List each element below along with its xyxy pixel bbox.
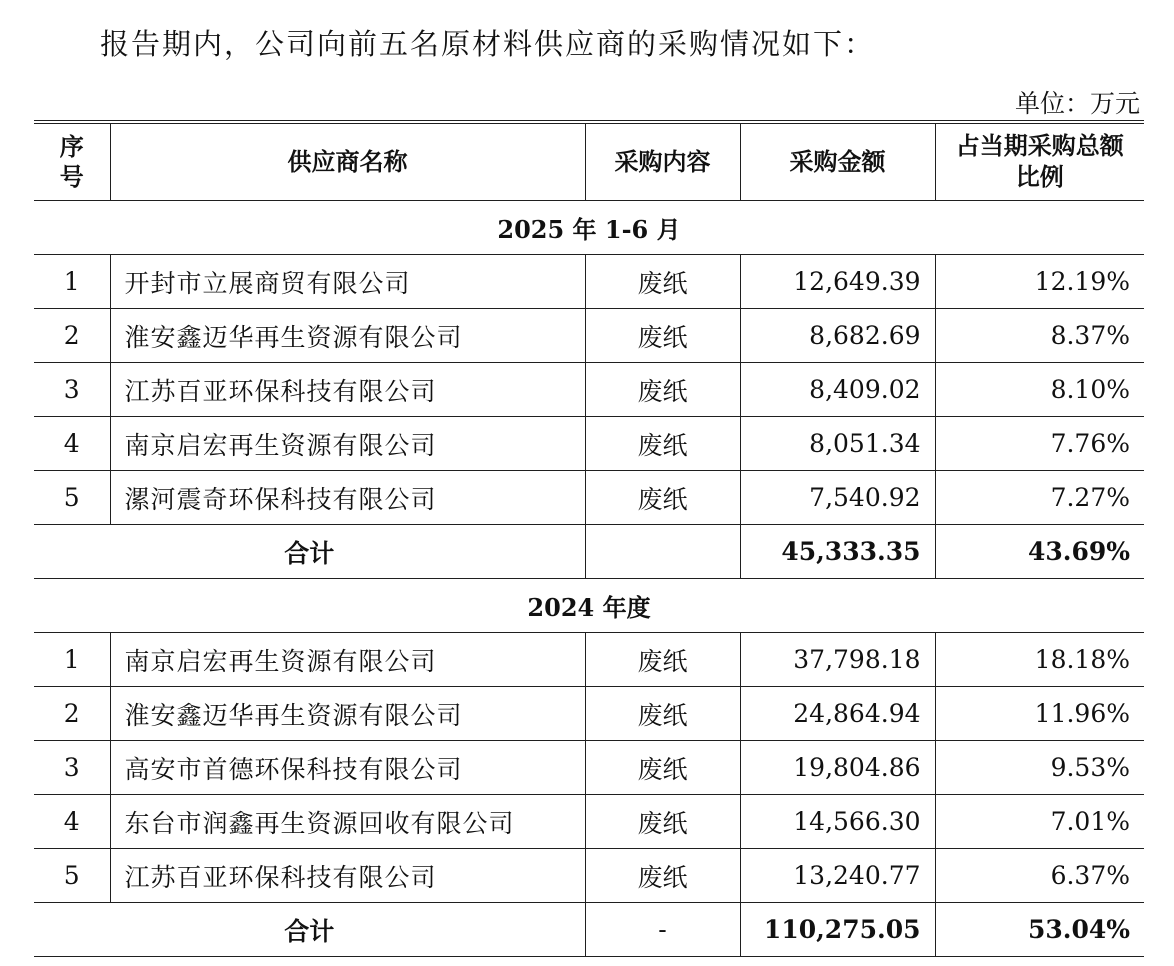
header-amount: 采购金额 <box>740 122 935 201</box>
cell-seq: 1 <box>34 255 110 309</box>
supplier-table <box>34 120 1144 957</box>
cell-amount: 24,864.94 <box>740 687 935 741</box>
cell-amount: 19,804.86 <box>740 741 935 795</box>
total-row <box>34 525 1144 579</box>
cell-amount: 14,566.30 <box>740 795 935 849</box>
cell-pct: 7.01% <box>935 795 1144 849</box>
cell-seq: 3 <box>34 363 110 417</box>
cell-name: 南京启宏再生资源有限公司 <box>110 633 585 687</box>
cell-name: 高安市首德环保科技有限公司 <box>110 741 585 795</box>
cell-amount: 8,682.69 <box>740 309 935 363</box>
cell-content: 废纸 <box>585 633 740 687</box>
cell-seq: 2 <box>34 309 110 363</box>
table-header-row <box>34 122 1144 201</box>
cell-pct: 7.76% <box>935 417 1144 471</box>
cell-name: 江苏百亚环保科技有限公司 <box>110 363 585 417</box>
total-row <box>34 903 1144 957</box>
cell-content: 废纸 <box>585 687 740 741</box>
cell-pct: 12.19% <box>935 255 1144 309</box>
cell-seq: 4 <box>34 795 110 849</box>
cell-name: 淮安鑫迈华再生资源有限公司 <box>110 687 585 741</box>
header-seq <box>34 122 110 201</box>
cell-name: 开封市立展商贸有限公司 <box>110 255 585 309</box>
cell-name: 东台市润鑫再生资源回收有限公司 <box>110 795 585 849</box>
table-row <box>34 363 1144 417</box>
header-name: 供应商名称 <box>110 122 585 201</box>
total-label: 合计 <box>34 525 585 579</box>
cell-pct: 9.53% <box>935 741 1144 795</box>
total-content: - <box>585 903 740 957</box>
intro-text: 报告期内，公司向前五名原材料供应商的采购情况如下： <box>100 27 876 61</box>
section-title: 2025 年 1-6 月 <box>34 201 1144 255</box>
total-content <box>585 525 740 579</box>
cell-name: 江苏百亚环保科技有限公司 <box>110 849 585 903</box>
total-amount: 110,275.05 <box>740 903 935 957</box>
cell-seq: 1 <box>34 633 110 687</box>
section-row <box>34 201 1144 255</box>
cell-content: 废纸 <box>585 741 740 795</box>
table-row <box>34 309 1144 363</box>
table-row <box>34 741 1144 795</box>
table-row <box>34 795 1144 849</box>
cell-content: 废纸 <box>585 363 740 417</box>
cell-amount: 8,409.02 <box>740 363 935 417</box>
cell-pct: 6.37% <box>935 849 1144 903</box>
cell-content: 废纸 <box>585 849 740 903</box>
cell-name: 漯河震奇环保科技有限公司 <box>110 471 585 525</box>
cell-name: 南京启宏再生资源有限公司 <box>110 417 585 471</box>
cell-seq: 2 <box>34 687 110 741</box>
cell-pct: 7.27% <box>935 471 1144 525</box>
table-row <box>34 849 1144 903</box>
cell-content: 废纸 <box>585 795 740 849</box>
table-row <box>34 471 1144 525</box>
header-content: 采购内容 <box>585 122 740 201</box>
cell-seq: 3 <box>34 741 110 795</box>
table-row <box>34 633 1144 687</box>
cell-name: 淮安鑫迈华再生资源有限公司 <box>110 309 585 363</box>
cell-content: 废纸 <box>585 417 740 471</box>
cell-amount: 7,540.92 <box>740 471 935 525</box>
cell-seq: 5 <box>34 471 110 525</box>
header-pct <box>935 122 1144 201</box>
cell-pct: 18.18% <box>935 633 1144 687</box>
cell-pct: 8.37% <box>935 309 1144 363</box>
cell-seq: 5 <box>34 849 110 903</box>
table-row <box>34 417 1144 471</box>
cell-content: 废纸 <box>585 309 740 363</box>
unit-label: 单位：万元 <box>1014 89 1140 118</box>
cell-pct: 8.10% <box>935 363 1144 417</box>
total-amount: 45,333.35 <box>740 525 935 579</box>
section-row <box>34 579 1144 633</box>
cell-content: 废纸 <box>585 255 740 309</box>
cell-content: 废纸 <box>585 471 740 525</box>
cell-pct: 11.96% <box>935 687 1144 741</box>
cell-amount: 13,240.77 <box>740 849 935 903</box>
header-pct-text: 占当期采购总额比例 <box>955 132 1124 191</box>
table-row <box>34 687 1144 741</box>
cell-amount: 37,798.18 <box>740 633 935 687</box>
total-pct: 53.04% <box>935 903 1144 957</box>
cell-seq: 4 <box>34 417 110 471</box>
table-row <box>34 255 1144 309</box>
cell-amount: 8,051.34 <box>740 417 935 471</box>
total-label: 合计 <box>34 903 585 957</box>
header-seq-text: 序号 <box>59 133 84 191</box>
cell-amount: 12,649.39 <box>740 255 935 309</box>
total-pct: 43.69% <box>935 525 1144 579</box>
section-title: 2024 年度 <box>34 579 1144 633</box>
